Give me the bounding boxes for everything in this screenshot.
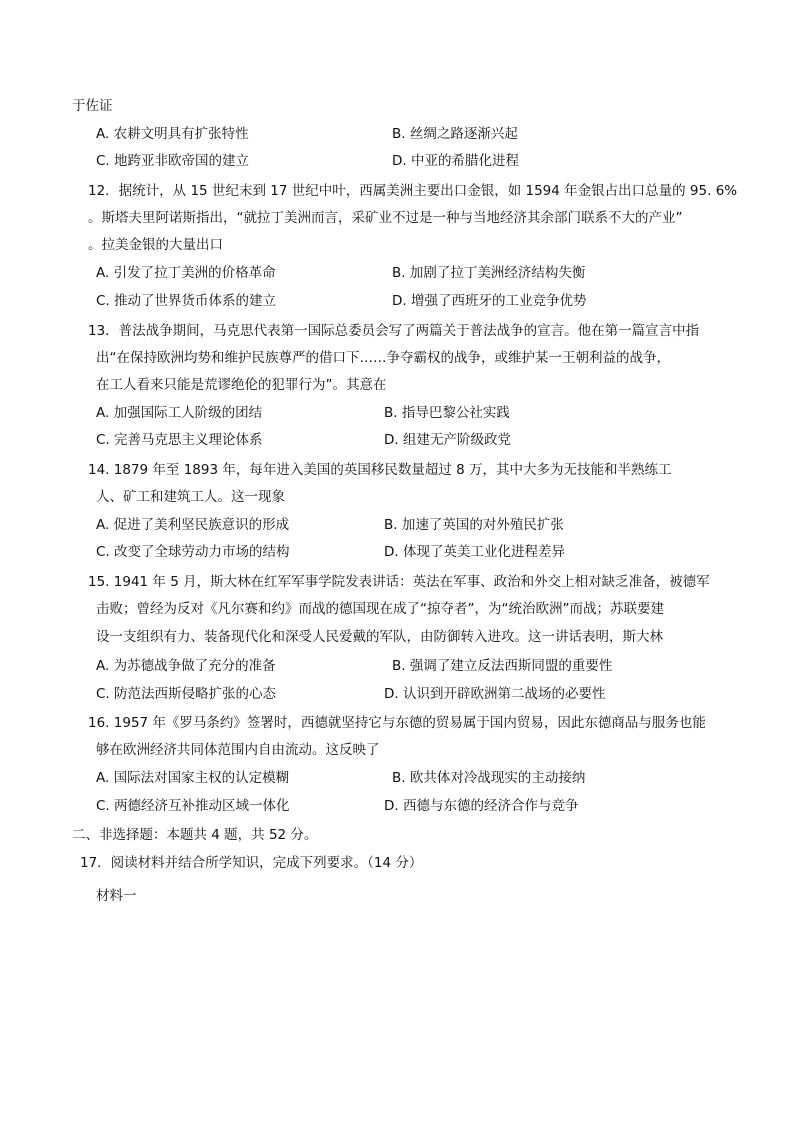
question-stem: 15. 1941 年 5 月，斯大林在红军军事学院发表讲话：英法在军事、政治和外交上相对缺乏准备，被德军: [88, 574, 710, 590]
question-stem: 在工人看来只能是荒谬绝伦的犯罪行为”。其意在: [96, 377, 387, 393]
option-c: C. 完善马克思主义理论体系: [96, 432, 263, 448]
question-stem: 12．据统计，从 15 世纪末到 17 世纪中叶，西属美洲主要出口金银，如 1594 年金银占出口总量的 95. 6%: [88, 183, 738, 199]
option-a: A. 促进了美利坚民族意识的形成: [96, 517, 290, 533]
option-a: A. 为苏德战争做了充分的准备: [96, 658, 276, 674]
section-heading: 二、非选择题：本题共 4 题，共 52 分。: [72, 827, 318, 843]
option-d: D. 体现了英美工业化进程差异: [384, 544, 565, 560]
previous-question-tail: 于佐证: [72, 98, 113, 114]
question-stem: 16. 1957 年《罗马条约》签署时，西德就坚持它与东德的贸易属于国内贸易，因此东德商品与服务也能: [88, 715, 706, 731]
question-17-stem: 17．阅读材料并结合所学知识，完成下列要求。（14 分）: [80, 855, 423, 871]
option-b: B. 欧共体对冷战现实的主动接纳: [392, 770, 586, 786]
material-label: 材料一: [96, 888, 137, 904]
option-d: D. 组建无产阶级政党: [384, 432, 511, 448]
option-c: C. 改变了全球劳动力市场的结构: [96, 544, 290, 560]
question-stem: 。斯塔夫里阿诺斯指出，“就拉丁美洲而言，采矿业不过是一种与当地经济其余部门联系不大的产业”: [88, 210, 683, 226]
option-b: B. 加剧了拉丁美洲经济结构失衡: [392, 265, 586, 281]
option-a: A. 农耕文明具有扩张特性: [96, 126, 249, 142]
question-stem: 14. 1879 年至 1893 年，每年进入美国的英国移民数量超过 8 万，其中大多为无技能和半熟练工: [88, 462, 672, 478]
option-c: C. 防范法西斯侵略扩张的心态: [96, 686, 277, 702]
option-c: C. 两德经济互补推动区域一体化: [96, 798, 290, 814]
option-a: A. 引发了拉丁美洲的价格革命: [96, 265, 276, 281]
option-a: A. 加强国际工人阶级的团结: [96, 405, 263, 421]
option-d: D. 西德与东德的经济合作与竞争: [384, 798, 579, 814]
option-b: B. 加速了英国的对外殖民扩张: [384, 517, 564, 533]
option-d: D. 增强了西班牙的工业竞争优势: [392, 293, 587, 309]
question-stem: 击败；曾经为反对《凡尔赛和约》而战的德国现在成了“掠夺者”，为“统治欧洲”而战；苏联要建: [96, 601, 664, 617]
option-d: D. 认识到开辟欧洲第二战场的必要性: [384, 686, 606, 702]
option-d: D. 中亚的希腊化进程: [392, 153, 519, 169]
question-stem: 够在欧洲经济共同体范围内自由流动。这反映了: [96, 742, 380, 758]
option-c: C. 推动了世界货币体系的建立: [96, 293, 277, 309]
question-stem: 出“在保持欧洲均势和维护民族尊严的借口下……争夺霸权的战争，或维护某一王朝利益的战争，: [96, 350, 670, 366]
question-stem: 设一支组织有力、装备现代化和深受人民爱戴的军队，由防御转入进攻。这一讲话表明，斯大林: [96, 629, 663, 645]
option-b: B. 强调了建立反法西斯同盟的重要性: [392, 658, 613, 674]
question-stem: 人、矿工和建筑工人。这一现象: [96, 489, 285, 505]
option-b: B. 指导巴黎公社实践: [384, 405, 510, 421]
option-a: A. 国际法对国家主权的认定模糊: [96, 770, 290, 786]
question-stem: 。拉美金银的大量出口: [88, 237, 223, 253]
option-c: C. 地跨亚非欧帝国的建立: [96, 153, 250, 169]
option-b: B. 丝绸之路逐渐兴起: [392, 126, 518, 142]
question-stem: 13．普法战争期间，马克思代表第一国际总委员会写了两篇关于普法战争的宣言。他在第一篇宣言中指: [88, 323, 700, 339]
